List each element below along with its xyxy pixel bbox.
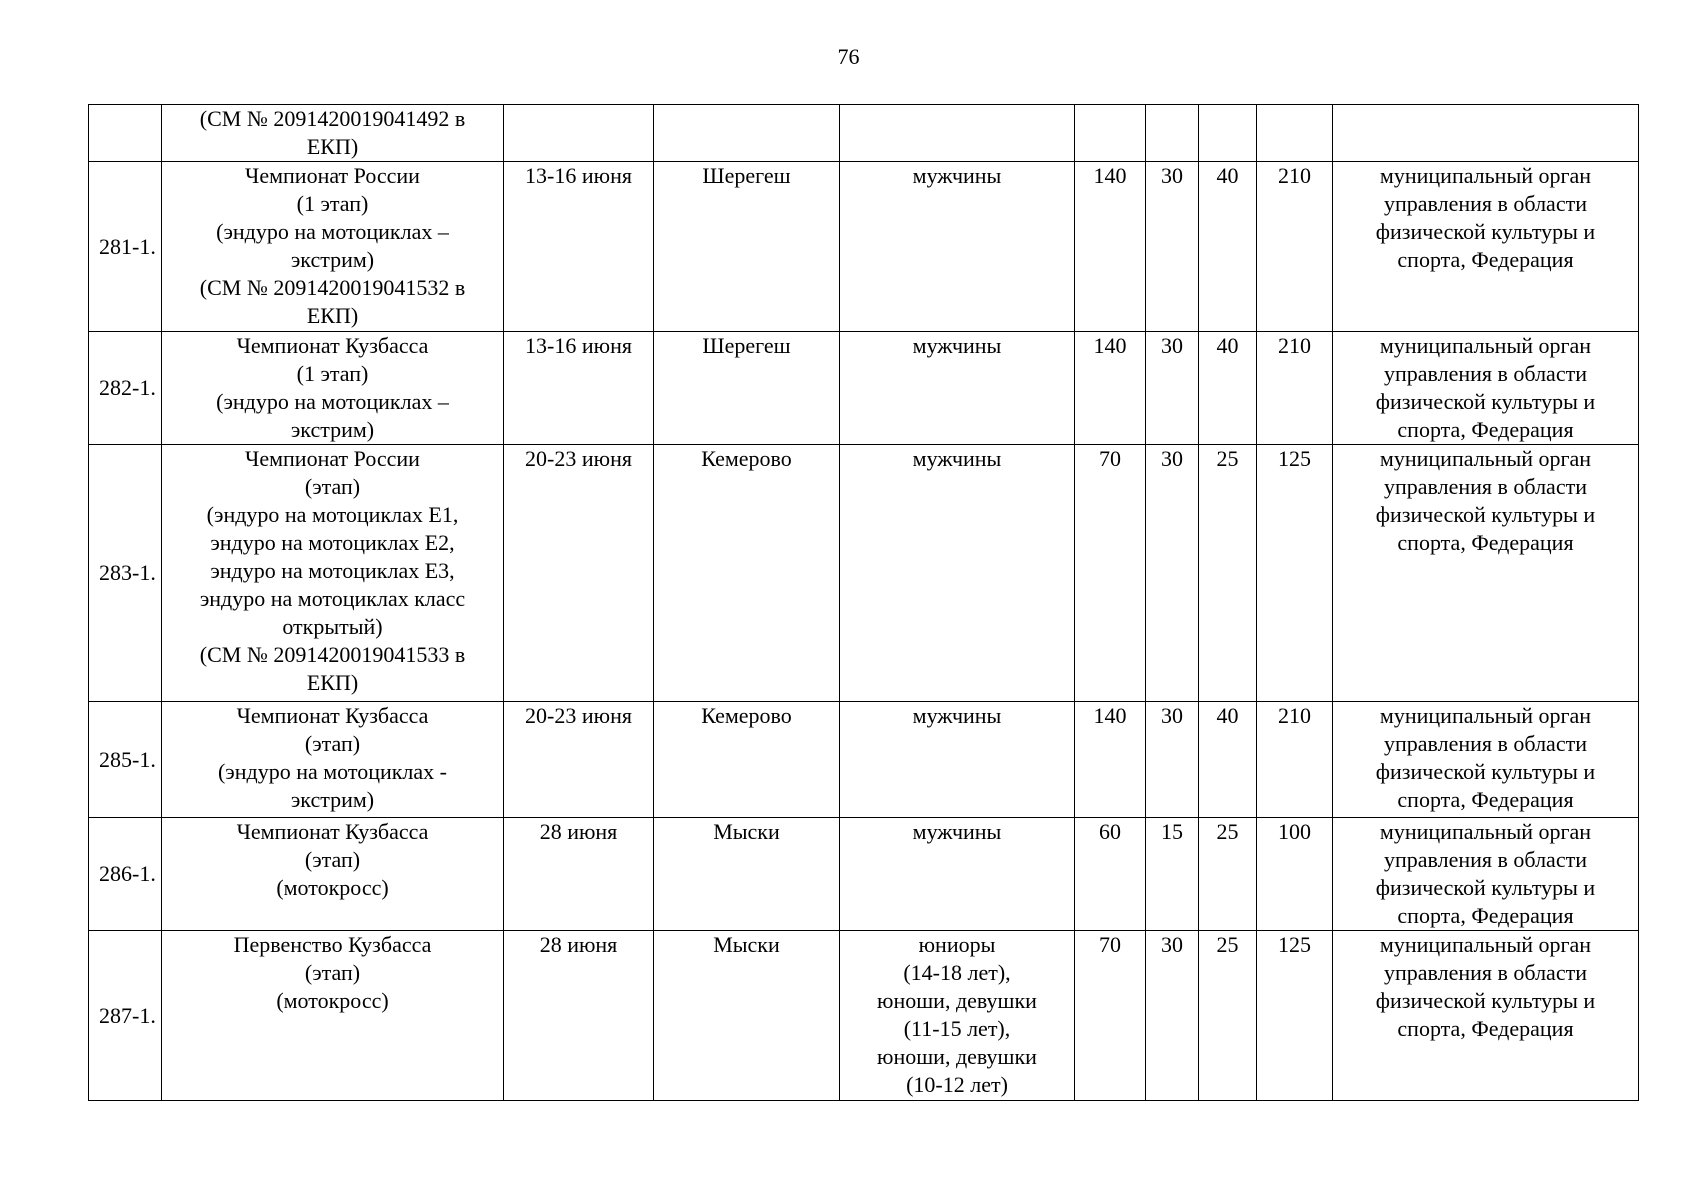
row-number-cell [89, 105, 162, 162]
participants-cell-line: мужчины [912, 703, 1002, 728]
event-cell-line: (эндуро на мотоциклах – [216, 219, 449, 244]
count-cell-4: 210 [1257, 702, 1333, 818]
organizer-cell-line: спорта, Федерация [1397, 417, 1574, 442]
organizer-cell [1333, 818, 1639, 931]
organizer-cell-line: спорта, Федерация [1397, 247, 1574, 272]
organizer-cell [1333, 332, 1639, 445]
event-cell-line: (эндуро на мотоциклах – [216, 389, 449, 414]
event-cell-line: (эндуро на мотоциклах - [217, 759, 448, 784]
event-cell-line: (этап) [304, 960, 361, 985]
place-cell: Шерегеш [654, 162, 840, 332]
place-cell: Кемерово [654, 445, 840, 702]
participants-cell-line: юноши, девушки [877, 988, 1037, 1013]
participants-cell-line: юноши, девушки [877, 1044, 1037, 1069]
event-cell-line: эндуро на мотоциклах класс [199, 586, 466, 611]
organizer-cell-line: физической культуры и [1375, 502, 1596, 527]
organizer-cell-line: спорта, Федерация [1397, 1016, 1574, 1041]
participants-cell [840, 818, 1075, 931]
organizer-cell [1333, 445, 1639, 702]
organizer-cell-line: муниципальный орган [1379, 932, 1592, 957]
event-cell-line: (мотокросс) [276, 875, 389, 900]
event-cell-line: экстрим) [290, 247, 375, 272]
event-cell-line: (этап) [304, 731, 361, 756]
organizer-cell-line: управления в области [1384, 960, 1587, 985]
count-cell-1: 140 [1075, 162, 1146, 332]
count-cell-2: 30 [1146, 332, 1199, 445]
table-body [89, 105, 1639, 1101]
date-cell: 13-16 июня [504, 162, 654, 332]
event-cell-line: Чемпионат России [245, 446, 420, 471]
event-cell-line: ЕКП) [306, 134, 359, 159]
organizer-cell [1333, 931, 1639, 1101]
event-cell-line: экстрим) [290, 787, 375, 812]
organizer-cell-line: управления в области [1384, 847, 1587, 872]
count-cell-3: 25 [1199, 445, 1257, 702]
event-cell-line: Чемпионат России [245, 163, 420, 188]
date-cell: 13-16 июня [504, 332, 654, 445]
organizer-cell-line: управления в области [1384, 731, 1587, 756]
event-cell-line: эндуро на мотоциклах Е3, [210, 558, 455, 583]
organizer-cell-line: муниципальный орган [1379, 703, 1592, 728]
event-cell-line: открытый) [282, 614, 383, 639]
table-row [89, 332, 1639, 445]
event-cell-line: (1 этап) [296, 361, 369, 386]
count-cell-1: 60 [1075, 818, 1146, 931]
place-cell: Шерегеш [654, 332, 840, 445]
event-cell-line: экстрим) [290, 417, 375, 442]
count-cell-2 [1146, 105, 1199, 162]
place-cell: Кемерово [654, 702, 840, 818]
event-cell [162, 931, 504, 1101]
event-cell [162, 702, 504, 818]
participants-cell-line: мужчины [912, 819, 1002, 844]
count-cell-4: 210 [1257, 332, 1333, 445]
participants-cell-line: мужчины [912, 446, 1002, 471]
organizer-cell-line: физической культуры и [1375, 389, 1596, 414]
place-cell: Мыски [654, 818, 840, 931]
organizer-cell-line: муниципальный орган [1379, 333, 1592, 358]
place-cell: Мыски [654, 931, 840, 1101]
row-number-cell: 286-1. [89, 818, 162, 931]
event-cell-line: (эндуро на мотоциклах Е1, [206, 502, 459, 527]
organizer-cell-line: управления в области [1384, 361, 1587, 386]
date-cell: 28 июня [504, 818, 654, 931]
table-row [89, 818, 1639, 931]
organizer-cell-line: управления в области [1384, 191, 1587, 216]
event-cell-line: Чемпионат Кузбасса [236, 819, 429, 844]
event-cell-line: (СМ № 2091420019041532 в [199, 275, 466, 300]
count-cell-2: 15 [1146, 818, 1199, 931]
count-cell-3: 40 [1199, 162, 1257, 332]
table-row [89, 702, 1639, 818]
count-cell-2: 30 [1146, 445, 1199, 702]
organizer-cell-line: спорта, Федерация [1397, 530, 1574, 555]
count-cell-4: 125 [1257, 445, 1333, 702]
event-cell-line: Чемпионат Кузбасса [236, 333, 429, 358]
count-cell-2: 30 [1146, 162, 1199, 332]
organizer-cell-line: физической культуры и [1375, 875, 1596, 900]
event-cell [162, 105, 504, 162]
count-cell-4: 100 [1257, 818, 1333, 931]
organizer-cell-line: муниципальный орган [1379, 819, 1592, 844]
row-number-cell: 287-1. [89, 931, 162, 1101]
date-cell: 20-23 июня [504, 702, 654, 818]
count-cell-2: 30 [1146, 702, 1199, 818]
organizer-cell-line: управления в области [1384, 474, 1587, 499]
date-cell [504, 105, 654, 162]
event-cell-line: Первенство Кузбасса [233, 932, 432, 957]
count-cell-4: 125 [1257, 931, 1333, 1101]
organizer-cell-line: спорта, Федерация [1397, 903, 1574, 928]
participants-cell-line: юниоры [918, 932, 996, 957]
participants-cell-line: мужчины [912, 163, 1002, 188]
table-row [89, 445, 1639, 702]
event-cell-line: Чемпионат Кузбасса [236, 703, 429, 728]
event-cell-line: ЕКП) [306, 303, 359, 328]
row-number-cell: 285-1. [89, 702, 162, 818]
page-number: 76 [837, 44, 860, 69]
participants-cell-line: мужчины [912, 333, 1002, 358]
count-cell-4: 210 [1257, 162, 1333, 332]
table-row [89, 162, 1639, 332]
count-cell-1: 140 [1075, 332, 1146, 445]
count-cell-3: 40 [1199, 702, 1257, 818]
count-cell-3: 40 [1199, 332, 1257, 445]
participants-cell [840, 702, 1075, 818]
event-cell [162, 818, 504, 931]
event-cell-line: (1 этап) [296, 191, 369, 216]
event-cell-line: (СМ № 2091420019041492 в [199, 106, 466, 131]
date-cell: 28 июня [504, 931, 654, 1101]
event-cell-line: (мотокросс) [276, 988, 389, 1013]
organizer-cell-line: муниципальный орган [1379, 446, 1592, 471]
event-cell-line: эндуро на мотоциклах Е2, [210, 530, 455, 555]
count-cell-2: 30 [1146, 931, 1199, 1101]
participants-cell-line: (10-12 лет) [906, 1072, 1008, 1097]
participants-cell [840, 931, 1075, 1101]
count-cell-3: 25 [1199, 818, 1257, 931]
participants-cell-line: (14-18 лет), [903, 960, 1011, 985]
date-cell: 20-23 июня [504, 445, 654, 702]
event-cell [162, 332, 504, 445]
event-cell-line: (этап) [304, 474, 361, 499]
event-cell [162, 445, 504, 702]
event-cell [162, 162, 504, 332]
row-number-cell: 281-1. [89, 162, 162, 332]
count-cell-1 [1075, 105, 1146, 162]
organizer-cell-line: физической культуры и [1375, 988, 1596, 1013]
participants-cell [840, 332, 1075, 445]
place-cell [654, 105, 840, 162]
row-number-cell: 283-1. [89, 445, 162, 702]
organizer-cell [1333, 105, 1639, 162]
organizer-cell [1333, 162, 1639, 332]
table-row [89, 931, 1639, 1101]
count-cell-3 [1199, 105, 1257, 162]
events-table [88, 104, 1639, 1101]
count-cell-3: 25 [1199, 931, 1257, 1101]
row-number-cell: 282-1. [89, 332, 162, 445]
event-cell-line: ЕКП) [306, 670, 359, 695]
event-cell-line: (этап) [304, 847, 361, 872]
table-row [89, 105, 1639, 162]
organizer-cell-line: спорта, Федерация [1397, 787, 1574, 812]
count-cell-1: 140 [1075, 702, 1146, 818]
participants-cell [840, 445, 1075, 702]
participants-cell-line: (11-15 лет), [903, 1016, 1011, 1041]
organizer-cell-line: физической культуры и [1375, 219, 1596, 244]
organizer-cell-line: муниципальный орган [1379, 163, 1592, 188]
participants-cell [840, 105, 1075, 162]
participants-cell [840, 162, 1075, 332]
count-cell-1: 70 [1075, 931, 1146, 1101]
organizer-cell-line: физической культуры и [1375, 759, 1596, 784]
count-cell-4 [1257, 105, 1333, 162]
organizer-cell [1333, 702, 1639, 818]
count-cell-1: 70 [1075, 445, 1146, 702]
event-cell-line: (СМ № 2091420019041533 в [199, 642, 466, 667]
